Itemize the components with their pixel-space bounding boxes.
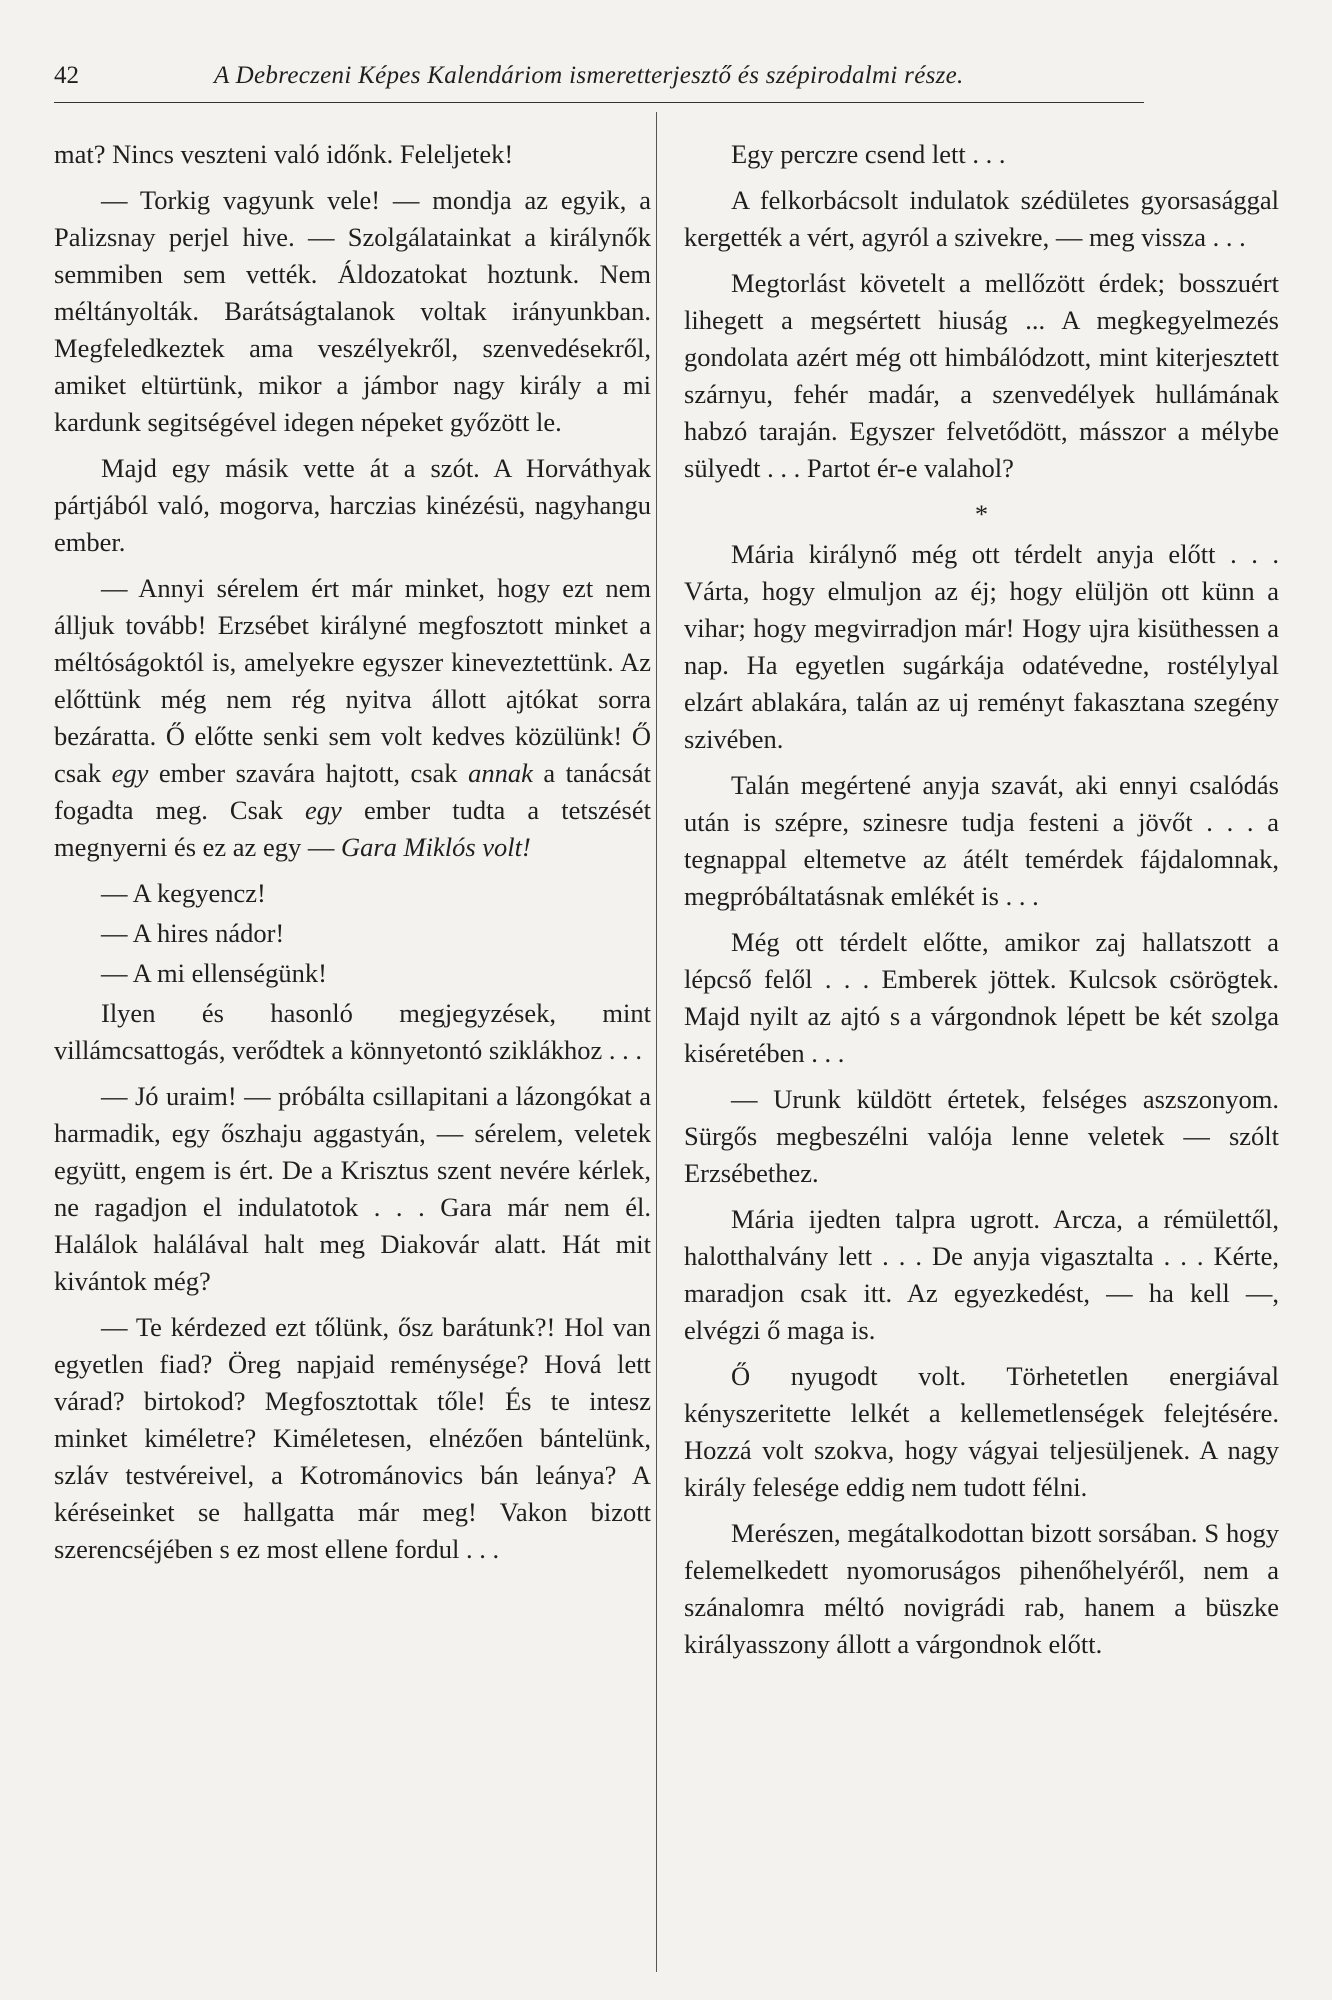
paragraph: Mária királynő még ott térdelt anyja előtt . . . Várta, hogy elmuljon az éj; hogy elüljön ott künn a vihar; hogy megvirradjon már! Hogy ujra kisüthessen a nap. Ha egyetlen sugárkája odatévedne, rostélylyal elzárt ablakára, talán az uj reményt fakasztana szegény szivében.	[684, 539, 1279, 754]
paragraph: mat? Nincs veszteni való időnk. Feleljetek!	[54, 139, 514, 169]
paragraph: Még ott térdelt előtte, amikor zaj hallatszott a lépcső felől . . . Emberek jöttek. Kulcsok csörögtek. Majd nyilt az ajtó s a várgondnok lépett be két szolga kiséretében . . .	[684, 927, 1279, 1068]
paragraph: Ilyen és hasonló megjegyzések, mint villámcsattogás, verődtek a könnyetontó sziklákhoz . . .	[54, 998, 651, 1065]
paragraph: — A kegyencz!	[101, 878, 266, 908]
left-column	[54, 136, 651, 1577]
paragraph: Majd egy másik vette át a szót. A Horváthyak pártjából való, mogorva, harczias kinézésü, nagyhangu ember.	[54, 453, 651, 557]
paragraph: — Te kérdezed ezt tőlünk, ősz barátunk?! Hol van egyetlen fiad? Öreg napjaid reménysége? Hová lett várad? birtokod? Megfosztottak tőle! És te intesz minket kiméletre? Kiméletesen, elnézően bántelünk, szláv testvéreivel, a Kotrománovics bán leánya? A kéréseinket se hallgatta már meg! Vakon bizott szerencséjében s ez most ellene fordul . . .	[54, 1312, 651, 1564]
paragraph: — Annyi sérelem ért már minket, hogy ezt nem álljuk tovább! Erzsébet királyné megfosztott minket a méltóságoktól is, amelyekre egyszer kineveztettünk. Az előttünk még nem rég nyitva állott ajtókat sorra bezáratta. Ő előtte senki sem volt kedves közülünk! Ő csak egy ember szavára hajtott, csak annak a tanácsát fogadta meg. Csak egy ember tudta a tetszését megnyerni és ez az egy — Gara Miklós volt!	[54, 573, 651, 862]
paragraph: Talán megértené anyja szavát, aki ennyi csalódás után is szépre, szinesre tudja festeni a jövőt . . . a tegnappal eltemetve az átélt temérdek fájdalomnak, megpróbáltatásnak emlékét is . . .	[684, 770, 1279, 911]
paragraph: — Urunk küldött értetek, felséges aszszonyom. Sürgős megbeszélni valója lenne veletek — szólt Erzsébethez.	[684, 1084, 1279, 1188]
paragraph: A felkorbácsolt indulatok szédületes gyorsasággal kergették a vért, agyról a szivekre, — meg vissza . . .	[684, 185, 1279, 252]
paragraph: Merészen, megátalkodottan bizott sorsában. S hogy felemelkedett nyomoruságos pihenőhelyéről, nem a szánalomra méltó novigrádi rab, hanem a büszke királyasszony állott a várgondnok előtt.	[684, 1518, 1279, 1659]
paragraph: — A mi ellenségünk!	[101, 958, 327, 988]
paragraph: — A hires nádor!	[101, 918, 285, 948]
section-asterisk: *	[974, 499, 989, 529]
running-title: A Debreczeni Képes Kalendáriom ismeretterjesztő és szépirodalmi része.	[214, 62, 964, 89]
right-column	[684, 136, 1279, 1672]
paragraph: Ő nyugodt volt. Törhetetlen energiával kényszeritette lelkét a kellemetlenségek felejtésére. Hozzá volt szokva, hogy vágyai teljesüljenek. A nagy király felesége eddig nem tudott félni.	[684, 1361, 1279, 1502]
page-number: 42	[54, 62, 79, 89]
paragraph: — Torkig vagyunk vele! — mondja az egyik, a Palizsnay perjel hive. — Szolgálatainkat a királynők semmiben sem vették. Áldozatokat hoztunk. Nem méltányolták. Barátságtalanok voltak irányunkban. Megfeledkeztek ama veszélyekről, szenvedésekről, amiket eltürtünk, mikor a jámbor nagy király a mi kardunk segitségével idegen népeket győzött le.	[54, 185, 651, 437]
paragraph: Mária ijedten talpra ugrott. Arcza, a rémülettől, halotthalvány lett . . . De anyja vigasztalta . . . Kérte, maradjon csak itt. Az egyezkedést, — ha kell —, elvégzi ő maga is.	[684, 1204, 1279, 1345]
paragraph: Megtorlást követelt a mellőzött érdek; bosszuért lihegett a megsértett hiuság ... A megkegyelmezés gondolata azért még ott himbálódzott, mint kiterjesztett szárnyu, fehér madár, a szenvedélyek hullámának habzó taraján. Egyszer felvetődött, másszor a mélybe sülyedt . . . Partot ér-e valahol?	[684, 268, 1279, 483]
paragraph: Egy perczre csend lett . . .	[731, 139, 1006, 169]
page-header	[54, 62, 1144, 103]
column-divider	[656, 112, 657, 1972]
paragraph: — Jó uraim! — próbálta csillapitani a lázongókat a harmadik, egy őszhaju aggastyán, — sérelem, veletek együtt, engem is ért. De a Krisztus szent nevére kérlek, ne ragadjon el indulatotok . . . Gara már nem él. Halálok halálával halt meg Diakovár alatt. Hát mit kivántok még?	[54, 1081, 651, 1296]
